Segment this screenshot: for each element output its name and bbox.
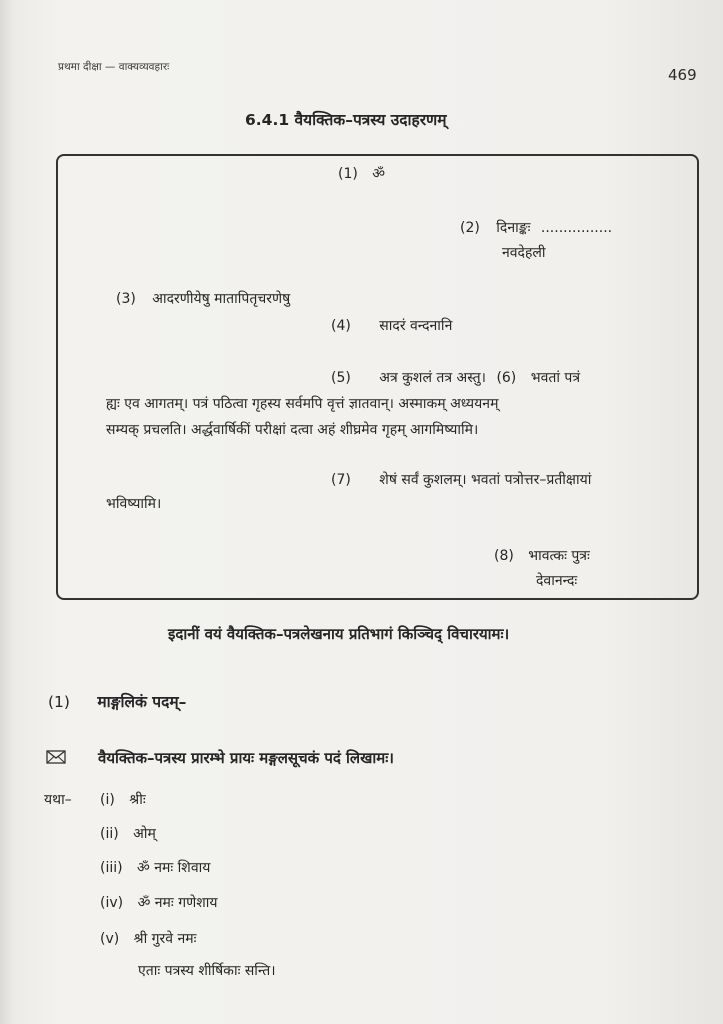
salutation: आदरणीयेषु मातापितृचरणेषु	[152, 291, 291, 307]
letter-part-2	[460, 218, 612, 237]
example-item	[100, 929, 196, 948]
part-number: (6)	[496, 370, 517, 386]
sender-name: देवानन्दः	[536, 573, 578, 589]
closing-note: एताः पत्रस्य शीर्षिकाः सन्ति।	[138, 963, 276, 979]
envelope-icon	[46, 750, 66, 764]
subsection-heading	[48, 690, 186, 712]
rule-statement: वैयक्तिक–पत्रस्य प्रारम्भे प्रायः मङ्गलसूचकं पदं लिखामः।	[98, 749, 394, 767]
subsection-title: माङ्गलिकं पदम्–	[97, 693, 187, 711]
example-number: (i)	[100, 792, 115, 808]
part-number: (1)	[338, 166, 358, 182]
body-line-3: सम्यक् प्रचलति। अर्द्धवार्षिकीं परीक्षां दत्वा अहं शीघ्रमेव गृहम् आगमिष्यामि।	[106, 422, 479, 438]
part-number: (4)	[331, 318, 351, 334]
letter-part-5-6	[331, 368, 580, 387]
part-number: (2)	[460, 220, 480, 236]
body-text-start: भवतां पत्रं	[530, 370, 581, 386]
letter-place: नवदेहली	[502, 245, 546, 261]
date-label: दिनाङ्कः	[496, 220, 531, 236]
example-item	[100, 858, 210, 877]
om-symbol: ॐ	[372, 166, 386, 182]
example-text: ओम्	[133, 826, 156, 842]
page-number: 469	[668, 66, 697, 84]
closing-text: शेषं सर्वं कुशलम्। भवतां पत्रोत्तर–प्रतीक्षायां	[379, 472, 592, 488]
example-text: श्री गुरवे नमः	[133, 931, 197, 947]
part-number: (7)	[331, 472, 351, 488]
example-item	[100, 790, 146, 809]
letter-part-4	[331, 316, 452, 335]
intro-sentence: इदानीं वयं वैयक्तिक–पत्रलेखनाय प्रतिभागं किञ्चिद् विचारयामः।	[168, 625, 510, 643]
example-text: ॐ नमः गणेशाय	[137, 895, 218, 911]
letter-part-1	[338, 164, 385, 183]
letter-part-7	[331, 470, 591, 489]
part-number: (5)	[331, 370, 351, 386]
greeting: सादरं वन्दनानि	[379, 318, 453, 334]
example-number: (ii)	[100, 826, 119, 842]
signoff: भावत्कः पुत्रः	[528, 548, 590, 564]
example-number: (iv)	[100, 895, 124, 911]
letter-part-8	[494, 546, 590, 565]
part-number: (8)	[494, 548, 514, 564]
closing-line-2: भविष्यामि।	[106, 496, 162, 512]
wellbeing-text: अत्र कुशलं तत्र अस्तु।	[379, 370, 486, 386]
example-number: (iii)	[100, 860, 123, 876]
example-text: श्रीः	[129, 792, 146, 808]
letter-part-3	[116, 289, 290, 308]
section-title: 6.4.1 वैयक्तिक–पत्रस्य उदाहरणम्	[245, 111, 447, 129]
subsection-number: (1)	[48, 693, 70, 711]
example-item	[100, 824, 156, 843]
examples-label: यथा–	[44, 792, 72, 808]
body-line-2: ह्यः एव आगतम्। पत्रं पठित्वा गृहस्य सर्वमपि वृत्तं ज्ञातवान्। अस्माकम् अध्ययनम्	[106, 396, 499, 412]
example-text: ॐ नमः शिवाय	[137, 860, 211, 876]
part-number: (3)	[116, 291, 136, 307]
example-number: (v)	[100, 931, 120, 947]
date-blank: ................	[540, 220, 613, 236]
example-item	[100, 893, 217, 912]
running-head: प्रथमा दीक्षा — वाक्यव्यवहारः	[58, 61, 170, 73]
